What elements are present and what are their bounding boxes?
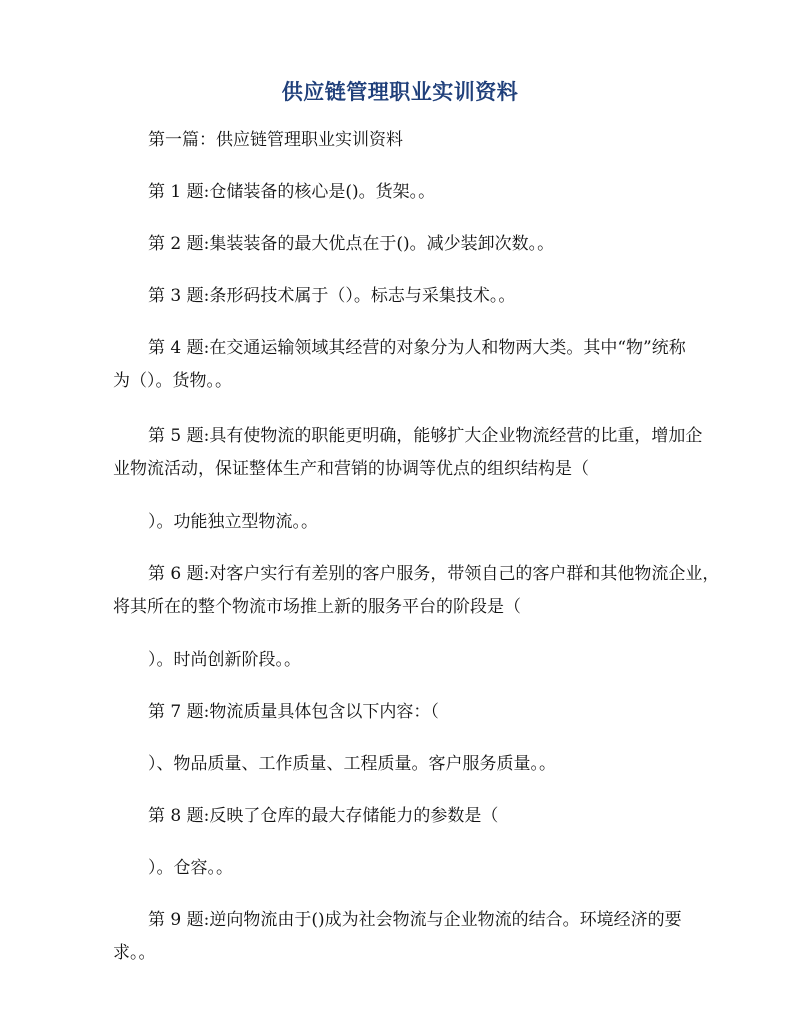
document-title: 供应链管理职业实训资料: [281, 79, 519, 104]
question-5-line-1: 第 5 题:具有使物流的职能更明确，能够扩大企业物流经营的比重，增加企: [148, 426, 703, 446]
question-6-line-3: ）。时尚创新阶段。。: [148, 650, 301, 670]
question-7-line-2: ）、物品质量、工作质量、工程质量。客户服务质量。。: [148, 754, 556, 774]
question-3: 第 3 题:条形码技术属于（）。标志与采集技术。。: [148, 286, 516, 306]
question-1: 第 1 题:仓储装备的核心是()。货架。。: [148, 182, 436, 202]
question-5-line-3: ）。功能独立型物流。。: [148, 512, 318, 532]
question-6-line-1: 第 6 题:对客户实行有差别的客户服务，带领自己的客户群和其他物流企业，: [148, 564, 720, 584]
section-heading: 第一篇：供应链管理职业实训资料: [148, 130, 403, 150]
question-4-line-2: 为（）。货物。。: [113, 371, 232, 391]
question-4-line-1: 第 4 题:在交通运输领域其经营的对象分为人和物两大类。其中“物”统称: [148, 338, 686, 358]
question-9-line-1: 第 9 题:逆向物流由于()成为社会物流与企业物流的结合。环境经济的要: [148, 910, 682, 930]
question-9-line-2: 求。。: [113, 943, 156, 963]
question-6-line-2: 将其所在的整个物流市场推上新的服务平台的阶段是（: [113, 597, 521, 617]
question-7-line-1: 第 7 题:物流质量具体包含以下内容：（: [148, 702, 439, 722]
question-8-line-2: ）。仓容。。: [148, 858, 233, 878]
question-2: 第 2 题:集装装备的最大优点在于()。减少装卸次数。。: [148, 234, 555, 254]
question-8-line-1: 第 8 题:反映了仓库的最大存储能力的参数是（: [148, 806, 499, 826]
question-5-line-2: 业物流活动，保证整体生产和营销的协调等优点的组织结构是（: [113, 459, 589, 479]
